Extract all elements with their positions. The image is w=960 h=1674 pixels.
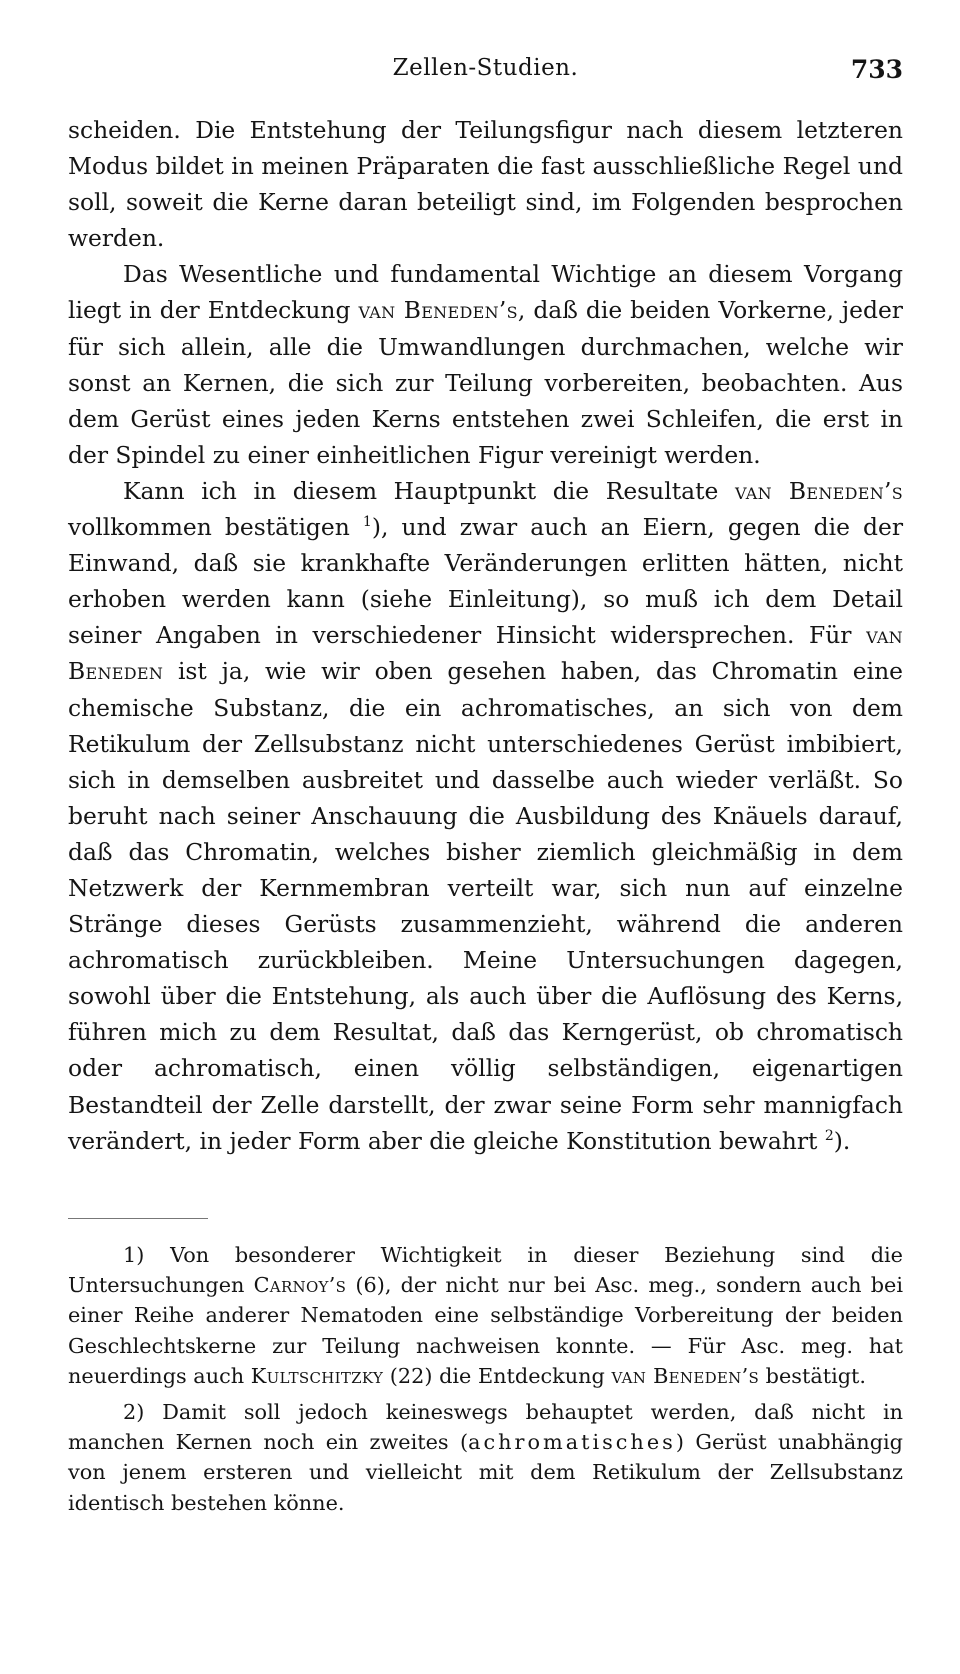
footnote-1-text-a: 1) Von besonderer Wichtigkeit in dieser Beziehung sind die Untersuchungen (68, 1243, 903, 1298)
author-name: van Beneden’s (734, 476, 904, 505)
footnote-ref-2: 2 (824, 1127, 834, 1144)
footnote-1-text-b: (6), der nicht nur bei Asc. meg., sondern auch bei einer Reihe anderer Nematoden eine selbständige Vorbereitung der beiden Geschlechtskerne zur Teilung nachweisen konnte. — Für Asc. meg. hat neuerdings auch (68, 1273, 903, 1388)
paragraph-2-text-b: , daß die beiden Vorkerne, jeder für sich allein, alle die Umwandlungen durchmachen, welche wir sonst an Kernen, die sich zur Teilung vorbereiten, beobachten. Aus dem Gerüst eines jeden Kerns entstehen zwei Schleifen, die erst in der Spindel zu einer einheitlichen Figur vereinigt werden. (68, 296, 903, 469)
page-number: 733 (850, 55, 903, 84)
paragraph-3-text-e: ). (833, 1126, 851, 1155)
paragraph-2-text-a: Das Wesentliche und fundamental Wichtige an diesem Vorgang liegt in der Entdeckung (68, 260, 903, 325)
author-name: Kultschitzky (250, 1363, 384, 1388)
paragraph-2 (68, 256, 903, 473)
footnote-2 (68, 1397, 903, 1518)
footnote-1-text-d: bestätigt. (759, 1363, 867, 1388)
page-header (68, 55, 903, 95)
paragraph-3-text-c: ), und zwar auch an Eiern, gegen die der Einwand, daß sie krankhafte Veränderungen erlitten hätten, nicht erhoben werden kann (siehe Einleitung), so muß ich dem Detail seiner Angaben in verschiedener Hinsicht widersprechen. Für (68, 513, 904, 650)
paragraph-3 (68, 473, 903, 1159)
running-title: Zellen-Studien. (392, 55, 579, 81)
footnote-1-text-c: (22) die Entdeckung (383, 1363, 612, 1388)
footnote-divider (68, 1218, 208, 1219)
spaced-term: achromatisches (468, 1430, 676, 1455)
paragraph-1-text: scheiden. Die Entstehung der Teilungsfigur nach diesem letzteren Modus bildet in meinen Präparaten die fast ausschließliche Regel und soll, soweit die Kerne daran beteiligt sind, im Folgenden besprochen werden. (68, 116, 903, 253)
footnote-2-text-b: ) Gerüst unabhängig von jenem ersteren und vielleicht mit dem Retikulum der Zellsubstanz identisch bestehen könne. (68, 1430, 903, 1515)
footnote-ref-1: 1 (362, 513, 372, 530)
author-name: Carnoy’s (253, 1273, 347, 1298)
footnote-1 (68, 1240, 903, 1391)
paragraph-1 (68, 112, 903, 256)
footnote-2-text-a: 2) Damit soll jedoch keineswegs behauptet werden, daß nicht in manchen Kernen noch ein zweites ( (68, 1400, 903, 1455)
paragraph-3-text-b: vollkommen bestätigen (68, 513, 363, 542)
main-text (68, 112, 903, 1159)
paragraph-3-text-d: ist ja, wie wir oben gesehen haben, das Chromatin eine chemische Substanz, die ein achromatisches, an sich von dem Retikulum der Zellsubstanz nicht unterschiedenes Gerüst imbibiert, sich in demselben ausbreitet und dasselbe auch wieder verläßt. So beruht nach seiner Anschauung die Ausbildung des Knäuels darauf, daß das Chromatin, welches bisher ziemlich gleichmäßig in dem Netzwerk der Kernmembran verteilt war, sich nun auf einzelne Stränge dieses Gerüsts zusammenzieht, während die anderen achromatisch zurückbleiben. Meine Untersuchungen dagegen, sowohl über die Entstehung, als auch über die Auflösung des Kerns, führen mich zu dem Resultat, daß das Kerngerüst, ob chromatisch oder achromatisch, einen völlig selbständigen, eigenartigen Bestandteil der Zelle darstellt, der zwar seine Form sehr mannigfach verändert, in jeder Form aber die gleiche Konstitution bewahrt (68, 657, 903, 1155)
author-name: van Beneden (68, 621, 903, 686)
footnotes (68, 1240, 903, 1518)
paragraph-3-text-a: Kann ich in diesem Hauptpunkt die Resultate (123, 476, 735, 505)
author-name: van Beneden’s (611, 1363, 760, 1388)
author-name: van Beneden’s (358, 296, 518, 325)
